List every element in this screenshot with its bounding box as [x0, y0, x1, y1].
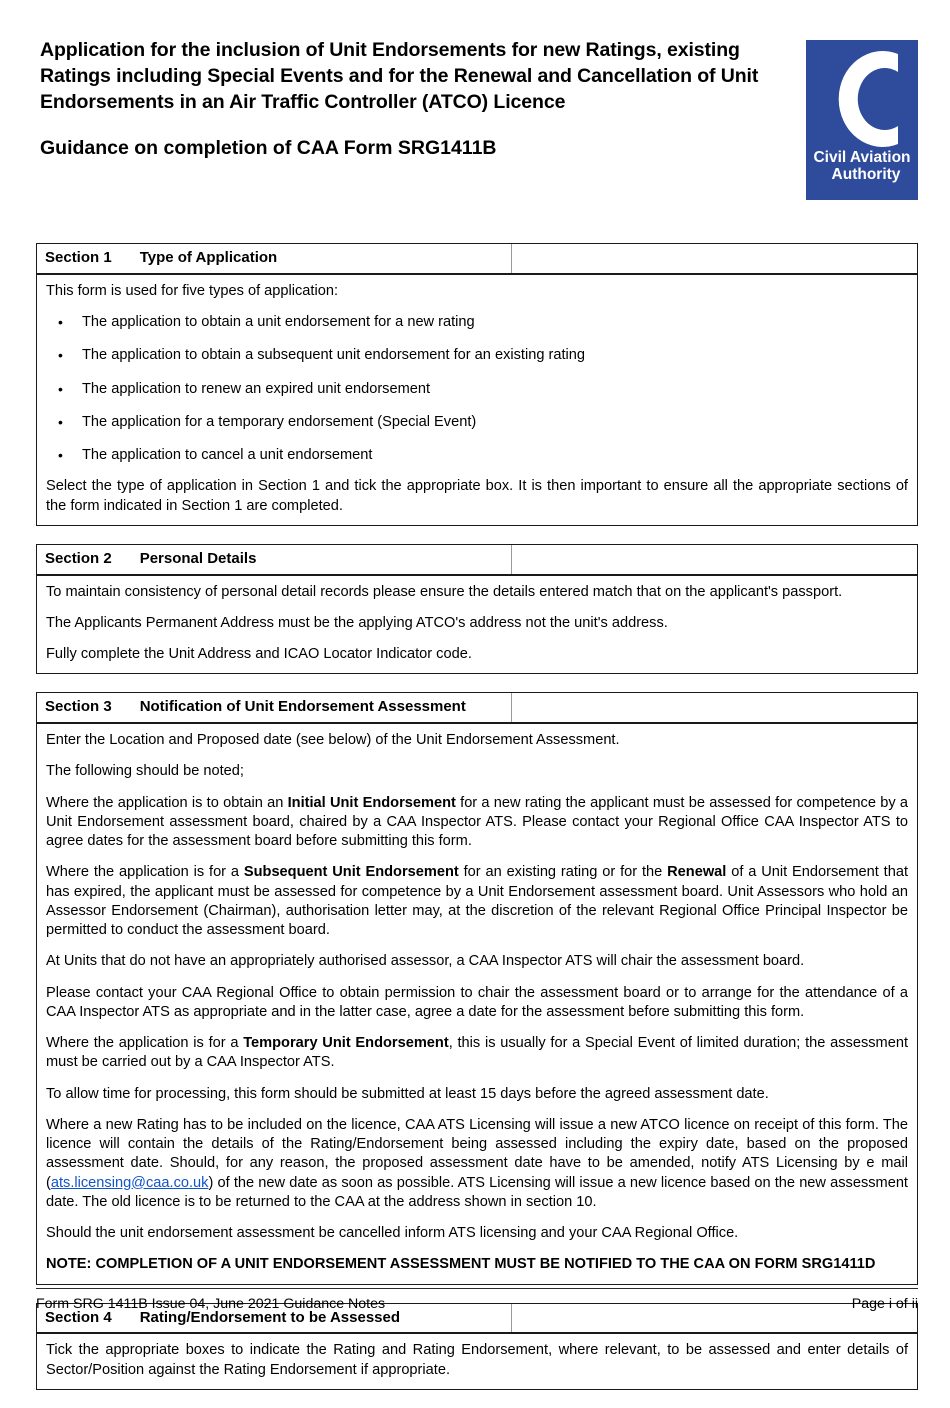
document-header	[0, 0, 950, 200]
section-1-header-left	[37, 244, 511, 273]
header-text-block	[40, 34, 785, 162]
bullet-icon: •	[58, 413, 63, 430]
section-3-number: Section 3	[45, 698, 112, 716]
section-2-header-right	[511, 545, 917, 574]
section-1-outro: Select the type of application in Section 1 and tick the appropriate box. It is then important to ensure all the appropriate sections of the form indicated in Section 1 are completed.	[46, 478, 908, 514]
list-item	[46, 313, 908, 332]
section-3-header-right	[511, 693, 917, 722]
s3p3-part-a: Where the application is to obtain an	[46, 794, 288, 811]
section-3-paragraph-6: Please contact your CAA Regional Office to obtain permission to chair the assessment board or to arrange for the attendance of a CAA Inspector ATS as appropriate and in the latter case, agree a date for the assessment before submitting this form.	[46, 984, 908, 1020]
footer-form-reference: Form SRG 1411B Issue 04, June 2021 Guidance Notes	[36, 1296, 386, 1312]
bullet-icon: •	[58, 314, 63, 330]
section-2-paragraph: Fully complete the Unit Address and ICAO Locator Indicator code.	[46, 646, 472, 662]
s3p4-part-a: Where the application is for a	[46, 864, 244, 881]
s3p7-part-a: Where the application is for a	[46, 1035, 244, 1051]
logo-line-1: Civil Aviation	[813, 149, 911, 166]
bullet-icon: •	[58, 447, 63, 463]
section-2-title: Personal Details	[139, 549, 257, 567]
section-3-body	[37, 724, 917, 1284]
list-item	[46, 446, 908, 465]
s3p7-part-c: , this is usually for a Special Event of limited duration; the assessment must be carried out by a CAA Inspector ATS.	[46, 1035, 908, 1071]
list-item-label: The application to obtain a subsequent unit endorsement for an existing rating	[82, 347, 585, 364]
section-1-bullet-list	[46, 313, 908, 465]
sections-container	[36, 243, 918, 1408]
footer-divider	[36, 1288, 918, 1289]
section-3-note: NOTE: COMPLETION OF A UNIT ENDORSEMENT ASSESSMENT MUST BE NOTIFIED TO THE CAA ON FORM SRG1411D	[46, 1256, 876, 1273]
list-item-label: The application for a temporary endorsement (Special Event)	[82, 413, 477, 430]
bullet-icon: •	[58, 347, 63, 364]
logo-line-2: Authority	[831, 166, 901, 183]
s3p9-part-a: Where a new Rating has to be included on the licence, CAA ATS Licensing will issue a new ATCO licence on receipt of this form. The licence will contain the details of the Rating/Endorsement being assessed including the expiry date, based on the proposed assessment date. Should, for any reason, the proposed assessment date have to be amended, notify ATS Licensing by e mail (	[46, 1116, 908, 1191]
section-4	[36, 1303, 918, 1390]
s3p9-part-b: ) of the new date as soon as possible. ATS Licensing will issue a new licence based on the new assessment date. The old licence is to be returned to the CAA at the address shown in section 10.	[46, 1174, 908, 1210]
section-3-paragraph-3	[46, 794, 908, 852]
section-2-header	[37, 545, 917, 576]
section-4-paragraph: Tick the appropriate boxes to indicate the Rating and Rating Endorsement, where relevant, to be assessed and enter details of Sector/Position against the Rating Endorsement if appropriate.	[46, 1342, 908, 1378]
footer-page-number: Page i of ii	[851, 1296, 918, 1312]
list-item	[46, 413, 908, 432]
section-4-title: Rating/Endorsement to be Assessed	[139, 1308, 401, 1326]
caa-logo	[806, 40, 918, 200]
section-2-body	[37, 576, 917, 674]
list-item-label: The application to renew an expired unit endorsement	[82, 380, 431, 397]
section-1-header	[37, 244, 917, 275]
caa-logo-icon	[806, 40, 918, 200]
section-1-header-right	[511, 244, 917, 273]
section-1-body	[37, 275, 917, 525]
section-1-intro: This form is used for five types of application:	[46, 282, 339, 299]
section-3-title: Notification of Unit Endorsement Assessment	[139, 698, 466, 716]
list-item	[46, 346, 908, 365]
s3p3-part-c: for a new rating the applicant must be assessed for competence by a Unit Endorsement assessment board, chaired by a CAA Inspector ATS. Please contact your Regional Office CAA Inspector ATS to agree dates for the assessment board before submitting this form.	[46, 794, 909, 849]
list-item	[46, 380, 908, 399]
section-3-paragraph-9	[46, 1116, 908, 1212]
page-title: Application for the inclusion of Unit Endorsements for new Ratings, existing Ratings including Special Events and for the Renewal and Cancellation of Unit Endorsements in an Air Traffic Controller (ATCO) Licence	[40, 39, 759, 113]
section-3-paragraph-2: The following should be noted;	[46, 763, 244, 780]
section-3-paragraph-7	[46, 1034, 908, 1073]
s3p7-emphasis: Temporary Unit Endorsement	[243, 1035, 449, 1051]
list-item-label: The application to cancel a unit endorsement	[82, 447, 373, 463]
section-3-paragraph-8: To allow time for processing, this form should be submitted at least 15 days before the agreed assessment date.	[46, 1085, 769, 1102]
list-item-label: The application to obtain a unit endorsement for a new rating	[82, 314, 475, 330]
ats-licensing-email-link[interactable]: ats.licensing@caa.co.uk	[50, 1174, 209, 1191]
s3p4-part-c: for an existing rating or for the	[458, 864, 668, 881]
section-1	[36, 243, 918, 526]
section-2-paragraph: The Applicants Permanent Address must be the applying ATCO's address not the unit's address.	[46, 614, 668, 631]
page-subtitle: Guidance on completion of CAA Form SRG1411B	[40, 136, 497, 159]
s3p3-emphasis: Initial Unit Endorsement	[287, 794, 456, 811]
section-2-paragraph: To maintain consistency of personal detail records please ensure the details entered match that on the applicant's passport.	[46, 583, 843, 600]
section-3-header-left	[37, 693, 511, 722]
section-1-number: Section 1	[45, 249, 112, 266]
s3p4-emphasis-2: Renewal	[667, 864, 727, 881]
section-1-title: Type of Application	[139, 249, 278, 266]
section-2-header-left	[37, 545, 511, 574]
page-footer	[36, 1295, 918, 1313]
section-2	[36, 544, 918, 675]
s3p4-emphasis-1: Subsequent Unit Endorsement	[243, 864, 459, 881]
section-3-paragraph-4	[46, 863, 908, 940]
section-4-body	[37, 1334, 917, 1389]
section-3-paragraph-5: At Units that do not have an appropriately authorised assessor, a CAA Inspector ATS will chair the assessment board.	[46, 953, 805, 970]
section-3-paragraph-10: Should the unit endorsement assessment be cancelled inform ATS licensing and your CAA Regional Office.	[46, 1225, 739, 1241]
bullet-icon: •	[58, 380, 63, 397]
s3p4-part-e: of a Unit Endorsement that has expired, the applicant must be assessed for competence by a Unit Endorsement assessment board. Unit Assessors who hold an Assessor Endorsement (Chairman), authorisation letter may, at the discretion of the relevant Regional Office Principal Inspector be permitted to conduct the assessment board.	[46, 864, 909, 938]
section-3	[36, 692, 918, 1284]
section-3-header	[37, 693, 917, 724]
section-3-paragraph-1: Enter the Location and Proposed date (see below) of the Unit Endorsement Assessment.	[46, 732, 620, 748]
section-4-number: Section 4	[45, 1308, 112, 1326]
section-2-number: Section 2	[45, 549, 112, 567]
